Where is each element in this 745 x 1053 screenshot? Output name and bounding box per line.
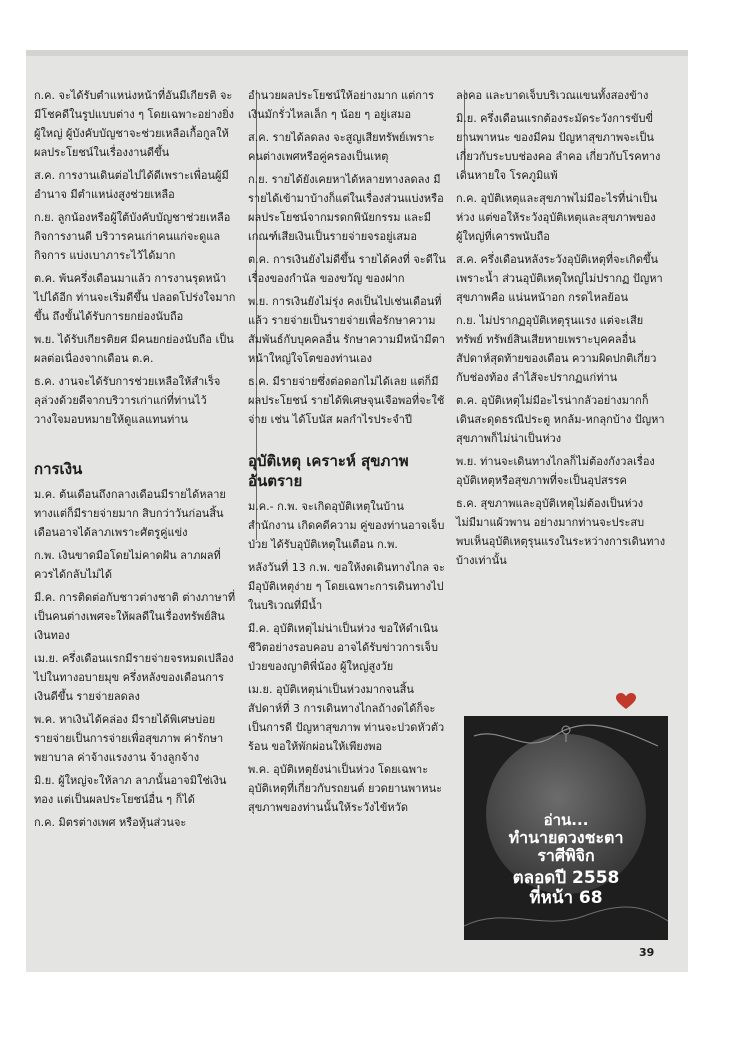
promo-year: ตลอดปี 2558 xyxy=(512,868,620,888)
promo-box xyxy=(464,716,668,940)
page-number: 39 xyxy=(639,946,655,959)
paragraph: ก.ย. ไม่ปรากฏอุบัติเหตุรุนแรง แต่จะเสียทรัพย์ ทรัพย์สินเสียหายเพราะบุคคลอื่น สัปดาห์สุดท้ายของเดือน ความผิดปกติเกี่ยวกับช่องท้อง ลำไส้จะปรากฏแก่ท่าน xyxy=(456,314,657,384)
paragraph: ต.ค. พ้นครึ่งเดือนมาแล้ว การงานรุดหน้าไปได้อีก ท่านจะเริ่มดีขึ้น ปลอดโปร่งใจมากขึ้น ถึงขั้นได้รับการยกย่องนับถือ xyxy=(34,272,236,323)
paragraph: ธ.ค. มีรายจ่ายซึ่งต่อดอกไม่ได้เลย แต่ก็มีผลประโยชน์ รายได้พิเศษจุนเจือพอที่จะใช้จ่าย เช่น ได้โบนัส ผลกำไรประจำปี xyxy=(248,375,445,426)
paragraph: ต.ค. อุบัติเหตุไม่มีอะไรน่ากลัวอย่างมากก็เดินสะดุดธรณีประตู หกล้ม-หกลุกบ้าง ปัญหาสุขภาพก็ไม่น่าเป็นห่วง xyxy=(456,394,665,445)
paragraph: พ.ย. ได้รับเกียรติยศ มีคนยกย่องนับถือ เป็นผลต่อเนื่องจากเดือน ต.ค. xyxy=(34,333,234,365)
heart-icon xyxy=(616,693,636,710)
text-column-2 xyxy=(248,86,448,821)
paragraph: ม.ค.- ก.พ. จะเกิดอุบัติเหตุในบ้าน สำนักงาน เกิดคดีความ คู่ของท่านอาจเจ็บป่วย ได้รับอุบัติเหตุในเดือน ก.พ. xyxy=(248,500,445,551)
paragraph: ธ.ค. สุขภาพและอุบัติเหตุไม่ต้องเป็นห่วง ไม่มีมาแผ้วพาน อย่างมากท่านจะประสบพบเห็นอุบัติเหตุรุนแรงในระหว่างการเดินทางบ้างเท่านั้น xyxy=(456,497,666,567)
text-column-1 xyxy=(34,86,236,836)
promo-read-label: อ่าน... xyxy=(543,811,589,829)
paragraph: ส.ค. ครึ่งเดือนหลังระวังอุบัติเหตุที่จะเกิดขึ้นเพราะน้ำ ส่วนอุบัติเหตุใหญ่ไม่ปรากฏ ปัญหาสุขภาพคือ แน่นหน้าอก กรดไหลย้อน xyxy=(456,253,663,304)
text-column-3 xyxy=(456,86,666,574)
paragraph: เม.ย. อุบัติเหตุน่าเป็นห่วงมากจนสิ้นสัปดาห์ที่ 3 การเดินทางไกลถ้างดได้ก็จะเป็นการดี ปัญหาสุขภาพ ท่านจะปวดหัวตัวร้อน ขอให้พักผ่อนให้เพียงพอ xyxy=(248,683,445,753)
paragraph: ส.ค. การงานเดินต่อไปได้ดีเพราะเพื่อนผู้มีอำนาจ มีตำแหน่งสูงช่วยเหลือ xyxy=(34,169,229,201)
paragraph: ส.ค. รายได้ลดลง จะสูญเสียทรัพย์เพราะคนต่างเพศหรือคู่ครองเป็นเหตุ xyxy=(248,131,435,163)
paragraph: ก.ค. มิตรต่างเพศ หรือหุ้นส่วนจะ xyxy=(34,816,187,829)
paragraph: มิ.ย. ครึ่งเดือนแรกต้องระมัดระวังการขับขี่ยานพาหนะ ของมีคม ปัญหาสุขภาพจะเป็นเกี่ยวกับระบบช่องคอ ลำคอ เกี่ยวกับโรคทางเดินหายใจ โรคภูมิแพ้ xyxy=(456,112,661,182)
paragraph: พ.ย. การเงินยังไม่รุ่ง คงเป็นไปเช่นเดือนที่แล้ว รายจ่ายเป็นรายจ่ายเพื่อรักษาความสัมพันธ์กับบุคคลอื่น รักษาความมีหน้ามีตา หน้าใหญ่ใจโตของท่านเอง xyxy=(248,295,445,365)
paragraph: ก.พ. เงินขาดมือโดยไม่คาดฝัน ลาภผลที่ควรได้กลับไม่ได้ xyxy=(34,549,221,581)
promo-title: ทำนายดวงชะตา xyxy=(508,828,624,847)
paragraph: เม.ย. ครึ่งเดือนแรกมีรายจ่ายจรหมดเปลืองไปในทางอบายมุข ครึ่งหลังของเดือนการเงินดีขึ้น รายจ่ายลดลง xyxy=(34,652,234,703)
scan-edge xyxy=(26,50,688,56)
section-heading-finance: การเงิน xyxy=(34,460,83,478)
paragraph: ธ.ค. งานจะได้รับการช่วยเหลือให้สำเร็จลุล่วงด้วยดีจากบริวารเก่าแก่ที่ท่านไว้วางใจมอบหมายให้ดูแลแทนท่าน xyxy=(34,375,221,426)
promo-zodiac: ราศีพิจิก xyxy=(537,846,595,865)
paragraph: มี.ค. การติดต่อกับชาวต่างชาติ ต่างภาษาที่เป็นคนต่างเพศจะให้ผลดีในเรื่องทรัพย์สินเงินทอง xyxy=(34,591,236,642)
paragraph: ก.ค. จะได้รับตำแหน่งหน้าที่อันมีเกียรติ จะมีโชคดีในรูปแบบต่าง ๆ โดยเฉพาะอย่างยิ่งผู้ใหญ่ ผู้บังคับบัญชาจะช่วยเหลือเกื้อกูลให้ผลประโยชน์ในเรื่องงานดีขึ้น xyxy=(34,89,235,159)
paragraph: อำนวยผลประโยชน์ให้อย่างมาก แต่การเงินมักรั่วไหลเล็ก ๆ น้อย ๆ อยู่เสมอ xyxy=(248,89,435,121)
paragraph: ลงคอ และบาดเจ็บบริเวณแขนทั้งสองข้าง xyxy=(456,89,649,102)
promo-page-ref: ที่หน้า 68 xyxy=(529,888,603,908)
paragraph: ต.ค. การเงินยังไม่ดีขึ้น รายได้คงที่ จะดีในเรื่องของกำนัล ของขวัญ ของฝาก xyxy=(248,253,446,285)
paragraph: ม.ค. ต้นเดือนถึงกลางเดือนมีรายได้หลายทางแต่ก็มีรายจ่ายมาก สิบกว่าวันก่อนสิ้นเดือนอาจได้ลาภเพราะศัตรูคู่แข่ง xyxy=(34,488,226,539)
paragraph: มี.ค. อุบัติเหตุไม่น่าเป็นห่วง ขอให้ดำเนินชีวิตอย่างรอบคอบ อาจได้รับข่าวการเจ็บป่วยของญาติพี่น้อง ผู้ใหญ่สูงวัย xyxy=(248,622,438,673)
paragraph: ก.ย. รายได้ยังเคยหาได้หลายทางลดลง มีรายได้เข้ามาบ้างก็แต่ในเรื่องส่วนแบ่งหรือผลประโยชน์จากมรดกพินัยกรรม และมีเกณฑ์เสียเงินเป็นรายจ่ายจรอยู่เสมอ xyxy=(248,173,444,243)
paragraph: ก.ค. อุบัติเหตุและสุขภาพไม่มีอะไรที่น่าเป็นห่วง แต่ขอให้ระวังอุบัติเหตุและสุขภาพของผู้ใหญ่ที่เคารพนับถือ xyxy=(456,192,658,243)
paragraph: พ.ค. อุบัติเหตุยังน่าเป็นห่วง โดยเฉพาะอุบัติเหตุที่เกี่ยวกับรถยนต์ ยวดยานพาหนะ สุขภาพของท่านนั้นให้ระวังไข้หวัด xyxy=(248,763,443,814)
section-heading-accident-health: อุบัติเหตุ เคราะห์ สุขภาพ อันตราย xyxy=(248,452,409,490)
paragraph: มิ.ย. ผู้ใหญ่จะให้ลาภ ลาภนั้นอาจมิใช่เงินทอง แต่เป็นผลประโยชน์อื่น ๆ ก็ได้ xyxy=(34,774,227,806)
paragraph: พ.ย. ท่านจะเดินทางไกลก็ไม่ต้องกังวลเรื่องอุบัติเหตุหรือสุขภาพที่จะเป็นอุปสรรค xyxy=(456,455,655,487)
paragraph: ก.ย. ลูกน้องหรือผู้ใต้บังคับบัญชาช่วยเหลือกิจการงานดี บริวารคนเก่าคนแก่จะดูแลกิจการ แบ่งเบาภาระไว้ได้มาก xyxy=(34,211,231,262)
paragraph: พ.ค. หาเงินได้คล่อง มีรายได้พิเศษบ่อย รายจ่ายเป็นการจ่ายเพื่อสุขภาพ ค่ารักษาพยาบาล ค่าจ้างแรงงาน จ้างลูกจ้าง xyxy=(34,713,224,764)
paragraph: หลังวันที่ 13 ก.พ. ขอให้งดเดินทางไกล จะมีอุบัติเหตุง่าย ๆ โดยเฉพาะการเดินทางไปในบริเวณที่มีน้ำ xyxy=(248,561,445,612)
